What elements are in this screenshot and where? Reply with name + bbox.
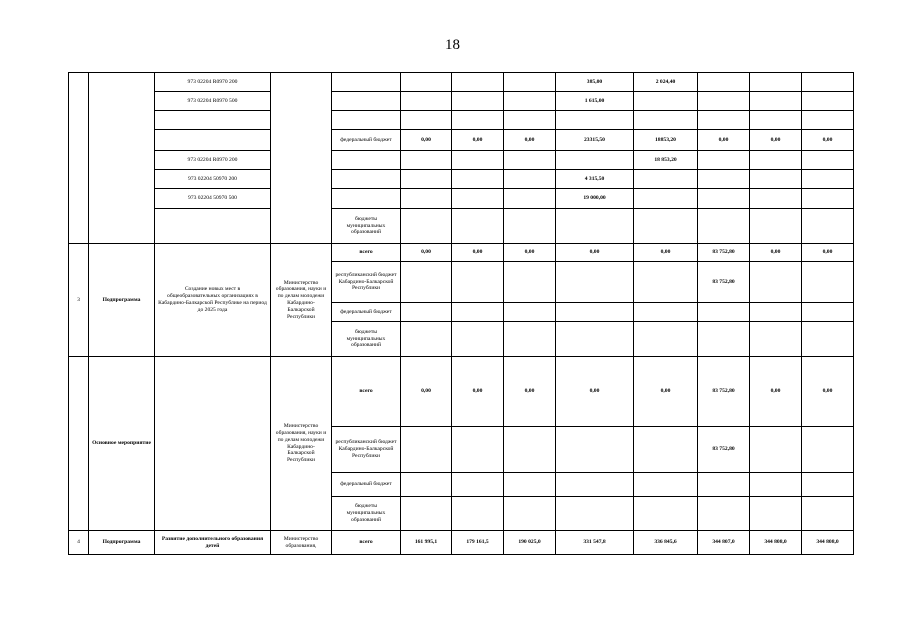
value-cell: 331 547,8 xyxy=(556,531,634,555)
value-cell: 0,00 xyxy=(504,130,556,151)
section-number: 4 xyxy=(69,531,89,555)
budget-code: 973 02204 R0970 200 xyxy=(155,73,271,92)
value-cell: 0,00 xyxy=(802,357,854,427)
table-row xyxy=(69,244,854,262)
value-cell: 0,00 xyxy=(634,244,698,262)
value-cell: 0,00 xyxy=(750,244,802,262)
value-cell: 161 995,1 xyxy=(401,531,452,555)
table-row xyxy=(69,92,854,111)
value-cell: 4 315,50 xyxy=(556,170,634,189)
funding-source: федеральный бюджет xyxy=(332,473,401,497)
value-cell: 0,00 xyxy=(556,357,634,427)
budget-code: 973 02204 50970 500 xyxy=(155,189,271,209)
value-cell: 0,00 xyxy=(750,130,802,151)
value-cell: 18853,20 xyxy=(634,130,698,151)
program-name: Создание новых мест в общеобразовательных организациях в Кабардино-Балкарской Республике на период до 2025 года xyxy=(155,244,271,357)
value-cell: 0,00 xyxy=(452,130,504,151)
value-cell: 0,00 xyxy=(802,244,854,262)
value-cell: 0,00 xyxy=(504,244,556,262)
value-cell: 336 845,6 xyxy=(634,531,698,555)
value-cell: 385,00 xyxy=(556,73,634,92)
budget-table xyxy=(68,72,854,555)
executor: Министерство образования, науки и по делам молодежи Кабардино-Балкарской Республики xyxy=(271,357,332,531)
value-cell: 19 000,00 xyxy=(556,189,634,209)
value-cell: 0,00 xyxy=(452,244,504,262)
funding-source: федеральный бюджет xyxy=(332,130,401,151)
funding-source: бюджеты муниципальных образований xyxy=(332,497,401,531)
value-cell: 344 808,0 xyxy=(802,531,854,555)
value-cell: 0,00 xyxy=(750,357,802,427)
value-cell: 23315,50 xyxy=(556,130,634,151)
value-cell: 344 808,0 xyxy=(750,531,802,555)
funding-source-total: всего xyxy=(332,531,401,555)
funding-source: бюджеты муниципальных образований xyxy=(332,322,401,357)
value-cell: 2 024,40 xyxy=(634,73,698,92)
funding-source-total: всего xyxy=(332,357,401,427)
value-cell: 0,00 xyxy=(401,244,452,262)
section-status: Подпрограмма xyxy=(89,244,155,357)
funding-source: республиканский бюджет Кабардино-Балкарской Республики xyxy=(332,427,401,473)
table-row xyxy=(69,151,854,170)
executor: Министерство образования, xyxy=(271,531,332,555)
value-cell: 0,00 xyxy=(452,357,504,427)
funding-source: бюджеты муниципальных образований xyxy=(332,209,401,244)
value-cell: 18 853,20 xyxy=(634,151,698,170)
table-row xyxy=(69,531,854,555)
section-status: Основное мероприятие xyxy=(89,357,155,531)
value-cell: 179 161,5 xyxy=(452,531,504,555)
table-row xyxy=(69,189,854,209)
budget-code: 973 02204 50970 200 xyxy=(155,170,271,189)
value-cell: 0,00 xyxy=(634,357,698,427)
value-cell: 0,00 xyxy=(802,130,854,151)
value-cell: 1 615,00 xyxy=(556,92,634,111)
value-cell: 83 752,80 xyxy=(698,357,750,427)
funding-source: республиканский бюджет Кабардино-Балкарской Республики xyxy=(332,262,401,303)
value-cell: 83 752,80 xyxy=(698,262,750,303)
value-cell: 344 807,0 xyxy=(698,531,750,555)
page-number: 18 xyxy=(445,37,460,53)
table-row xyxy=(69,170,854,189)
table-row xyxy=(69,73,854,92)
value-cell: 190 025,0 xyxy=(504,531,556,555)
funding-source: федеральный бюджет xyxy=(332,303,401,322)
program-name: Развитие дополнительного образования детей xyxy=(155,531,271,555)
section-status: Подпрограмма xyxy=(89,531,155,555)
funding-source-total: всего xyxy=(332,244,401,262)
value-cell: 0,00 xyxy=(401,357,452,427)
table-row xyxy=(69,111,854,130)
value-cell: 0,00 xyxy=(504,357,556,427)
value-cell: 83 752,80 xyxy=(698,244,750,262)
executor: Министерство образования, науки и по делам молодежи Кабардино-Балкарской Республики xyxy=(271,244,332,357)
budget-code: 973 02204 R0970 500 xyxy=(155,92,271,111)
value-cell: 83 752,80 xyxy=(698,427,750,473)
table-row xyxy=(69,130,854,151)
table-row xyxy=(69,357,854,427)
value-cell: 0,00 xyxy=(556,244,634,262)
table-row xyxy=(69,209,854,244)
value-cell: 0,00 xyxy=(401,130,452,151)
section-number: 3 xyxy=(69,244,89,357)
value-cell: 0,00 xyxy=(698,130,750,151)
budget-code: 973 02204 R0970 200 xyxy=(155,151,271,170)
